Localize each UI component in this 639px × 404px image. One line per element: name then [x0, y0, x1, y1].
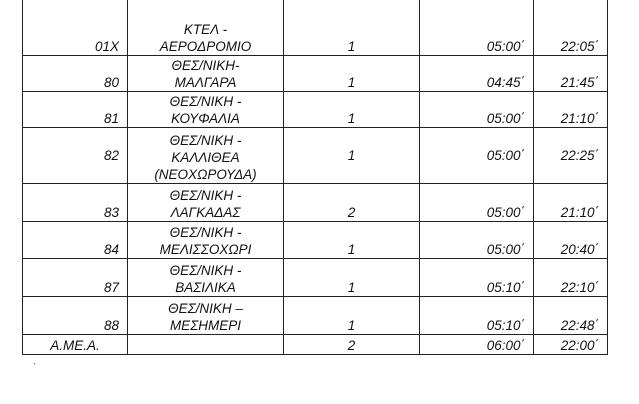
last-departure-cell: 21:10΄ [534, 183, 608, 221]
last-departure-cell: 22:05΄ [534, 0, 608, 55]
line-number-cell: 88 [23, 296, 128, 334]
route-cell [128, 55, 284, 91]
vehicle-count-cell: 1 [284, 221, 420, 258]
bus-routes-table [22, 0, 608, 355]
first-departure-cell: 06:00΄ [420, 334, 534, 354]
first-departure: 05:00΄ [486, 147, 525, 163]
first-departure-cell: 05:10΄ [420, 258, 534, 296]
line-number: 82 [103, 147, 119, 163]
line-number-cell: Α.ΜΕ.Α. [23, 334, 128, 354]
route-line: ΜΕΛΙΣΣΟΧΩΡΙ [159, 241, 252, 257]
last-departure-cell: 21:45΄ [534, 55, 608, 91]
line-number-cell: 81 [23, 91, 128, 127]
line-number-cell: 83 [23, 183, 128, 221]
vehicle-count-cell: 1 [284, 55, 420, 91]
last-departure-cell: 22:48΄ [534, 296, 608, 334]
line-number-cell: 87 [23, 258, 128, 296]
route-line: ΚΤΕΛ - [183, 21, 228, 37]
route-line: ΚΟΥΦΑΛΙΑ [171, 110, 240, 126]
route-line: (ΝΕΟΧΩΡΟΥΔΑ) [154, 166, 257, 182]
last-departure: 22:25΄ [560, 147, 599, 163]
route-line: ΘΕΣ/ΝΙΚΗ - [169, 93, 242, 109]
route-cell [128, 221, 284, 258]
line-number-cell [23, 127, 128, 183]
route-cell [128, 127, 284, 183]
footnote-mark: ΄ [33, 362, 36, 372]
first-departure-cell: 05:00΄ [420, 0, 534, 55]
route-line: ΑΕΡΟΔΡΟΜΙΟ [159, 38, 252, 54]
route-line: ΘΕΣ/ΝΙΚΗ - [169, 132, 242, 148]
first-departure-cell: 05:00΄ [420, 183, 534, 221]
route-line: ΚΑΛΛΙΘΕΑ [171, 149, 240, 165]
table-row [23, 183, 608, 221]
route-cell [128, 183, 284, 221]
table-row [23, 0, 608, 55]
route-line: ΜΑΛΓΑΡΑ [174, 74, 237, 90]
table-row [23, 91, 608, 127]
route-cell [128, 334, 284, 354]
route-line: ΘΕΣ/ΝΙΚΗ - [169, 224, 242, 240]
last-departure-cell: 20:40΄ [534, 221, 608, 258]
table-row [23, 55, 608, 91]
vehicle-count-cell: 2 [284, 183, 420, 221]
vehicle-count-cell: 1 [284, 91, 420, 127]
vehicle-count-cell: 1 [284, 296, 420, 334]
vehicle-count-cell: 1 [284, 258, 420, 296]
vehicle-count-cell: 1 [284, 0, 420, 55]
last-departure-cell: 21:10΄ [534, 91, 608, 127]
first-departure-cell: 05:00΄ [420, 221, 534, 258]
route-line: ΘΕΣ/ΝΙΚΗ - [169, 262, 242, 278]
last-departure-cell [534, 127, 608, 183]
first-departure-cell: 04:45΄ [420, 55, 534, 91]
first-departure-cell: 05:10΄ [420, 296, 534, 334]
route-line: ΘΕΣ/ΝΙΚΗ - [169, 187, 242, 203]
line-number-cell: 80 [23, 55, 128, 91]
route-cell [128, 258, 284, 296]
route-cell [128, 296, 284, 334]
table-row [23, 334, 608, 354]
route-cell [128, 91, 284, 127]
route-line: ΘΕΣ/ΝΙΚΗ – [168, 300, 243, 316]
last-departure-cell: 22:10΄ [534, 258, 608, 296]
vehicle-count-cell [284, 127, 420, 183]
route-line: ΜΕΣΗΜΕΡΙ [169, 317, 242, 333]
route-line: ΒΑΣΙΛΙΚΑ [175, 279, 236, 295]
table-row [23, 296, 608, 334]
table-row [23, 127, 608, 183]
vehicle-count: 1 [347, 147, 356, 163]
line-number-cell: 84 [23, 221, 128, 258]
table-row [23, 258, 608, 296]
last-departure-cell: 22:00΄ [534, 334, 608, 354]
route-line: ΘΕΣ/ΝΙΚΗ- [171, 57, 240, 73]
table-row [23, 221, 608, 258]
route-cell [128, 0, 284, 55]
vehicle-count-cell: 2 [284, 334, 420, 354]
route-line: ΛΑΓΚΑΔΑΣ [170, 204, 241, 220]
line-number-cell: 01X [23, 0, 128, 55]
first-departure-cell: 05:00΄ [420, 91, 534, 127]
first-departure-cell [420, 127, 534, 183]
